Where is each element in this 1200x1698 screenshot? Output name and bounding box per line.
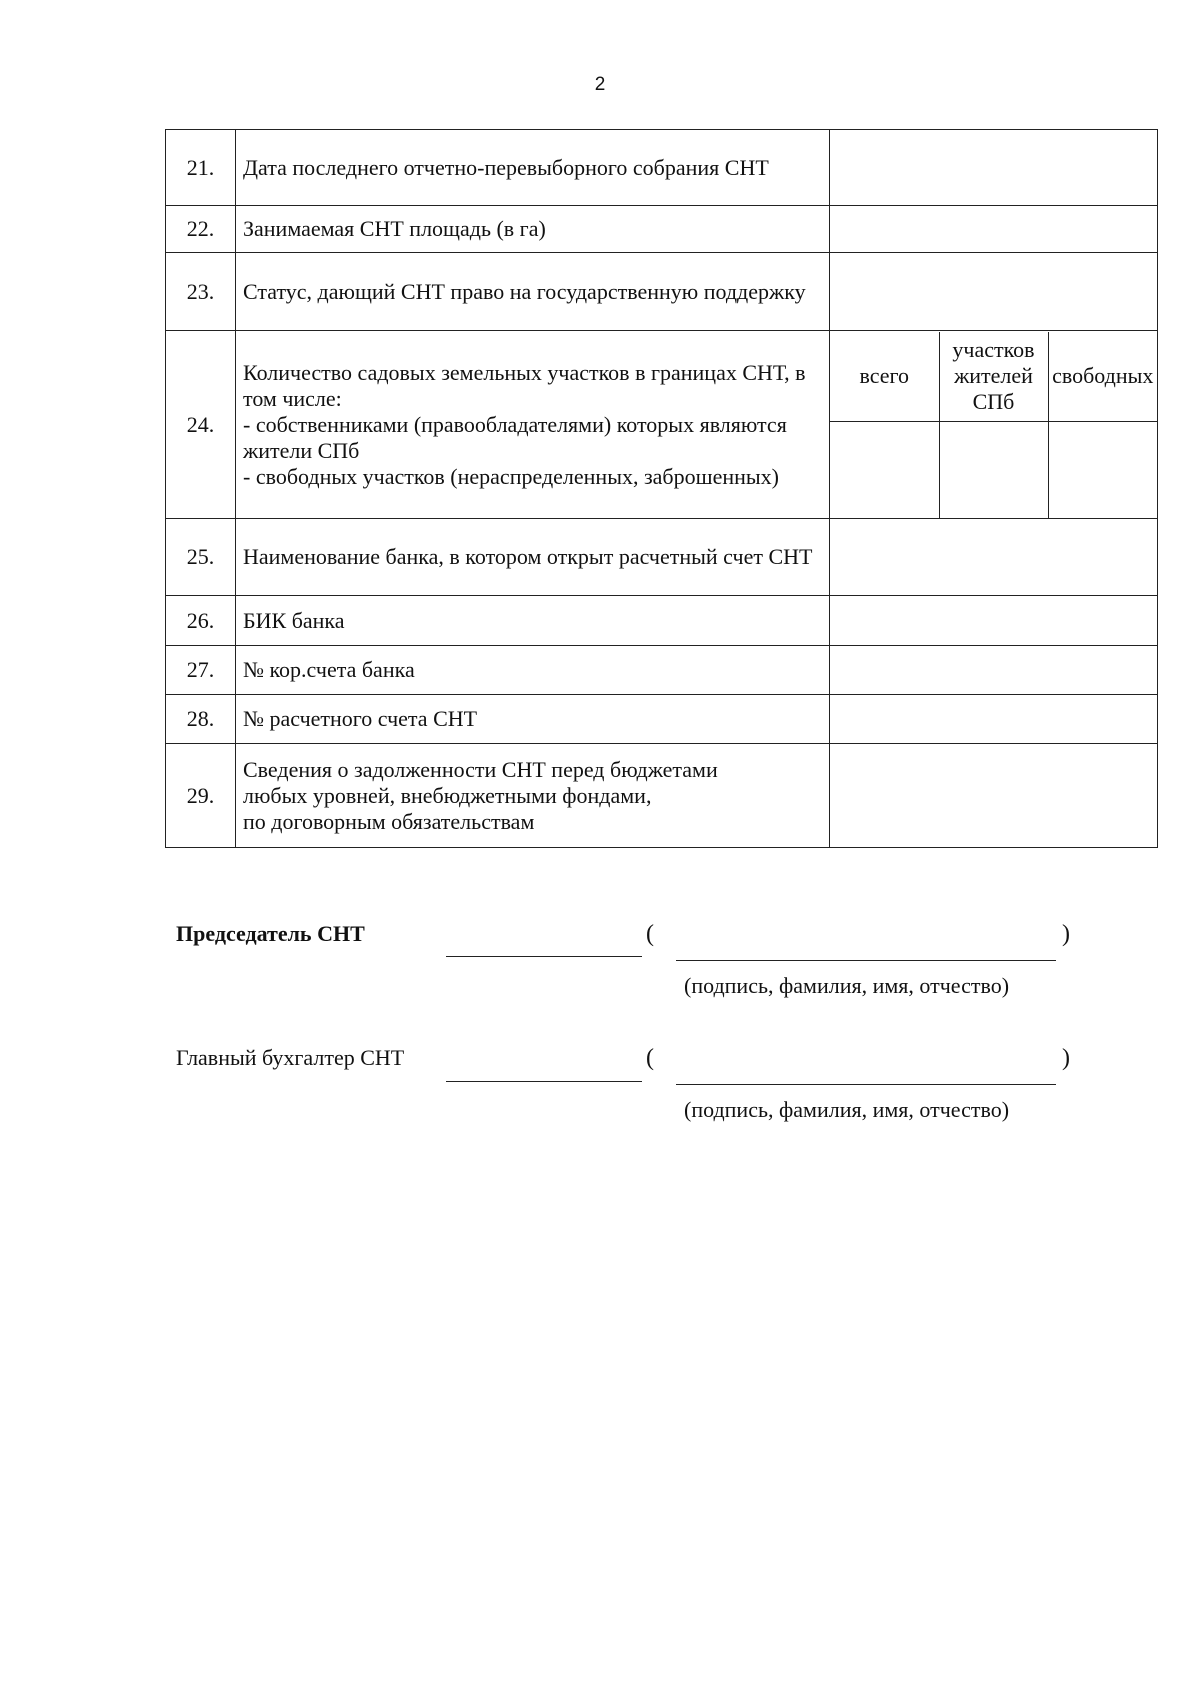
- row-number: 28.: [166, 695, 236, 744]
- value-residents[interactable]: [939, 422, 1048, 518]
- row-label-line: - свободных участков (нераспределенных, заброшенных): [243, 463, 779, 489]
- row-label: № расчетного счета СНТ: [236, 695, 830, 744]
- table-row: [166, 331, 1158, 519]
- value-free[interactable]: [1048, 422, 1157, 518]
- row-number: 26.: [166, 596, 236, 646]
- row-label: [236, 744, 830, 848]
- chairman-close-paren: ): [1062, 921, 1070, 947]
- row-label: Дата последнего отчетно-перевыборного собрания СНТ: [236, 130, 830, 206]
- accountant-open-paren: (: [646, 1045, 654, 1071]
- value-cell[interactable]: [830, 253, 1158, 331]
- row-number: 27.: [166, 646, 236, 695]
- value-cell[interactable]: [830, 519, 1158, 596]
- subheader-residents: участков жителей СПб: [939, 332, 1048, 422]
- row-label: Занимаемая СНТ площадь (в га): [236, 206, 830, 253]
- row-number: 29.: [166, 744, 236, 848]
- accountant-name-line[interactable]: [676, 1084, 1056, 1085]
- accountant-hint: (подпись, фамилия, имя, отчество): [684, 1097, 1010, 1122]
- table-row: [166, 519, 1158, 596]
- row-label: № кор.счета банка: [236, 646, 830, 695]
- chairman-open-paren: (: [646, 921, 654, 947]
- row-number: 23.: [166, 253, 236, 331]
- table-row: [166, 130, 1158, 206]
- table-row: [166, 744, 1158, 848]
- value-cell: [830, 331, 1158, 519]
- table-row: [166, 695, 1158, 744]
- subheader-free: свободных: [1048, 332, 1157, 422]
- page-number: 2: [594, 74, 606, 95]
- subheader-total: всего: [830, 332, 939, 422]
- table-row: [166, 596, 1158, 646]
- row-label-line: по договорным обязательствам: [243, 808, 535, 834]
- table-row: [166, 646, 1158, 695]
- chairman-hint: (подпись, фамилия, имя, отчество): [684, 973, 1010, 998]
- row-label: [236, 331, 830, 519]
- row-label-line: Сведения о задолженности СНТ перед бюджетами: [243, 756, 718, 782]
- value-cell[interactable]: [830, 744, 1158, 848]
- info-table: [165, 129, 1158, 848]
- value-total[interactable]: [830, 422, 939, 518]
- table-row: [166, 206, 1158, 253]
- table-row: [166, 253, 1158, 331]
- chairman-name-line[interactable]: [676, 960, 1056, 961]
- plots-subgrid: [830, 332, 1157, 518]
- value-cell[interactable]: [830, 646, 1158, 695]
- chairman-title: Председатель СНТ: [176, 921, 365, 946]
- value-cell[interactable]: [830, 596, 1158, 646]
- value-cell[interactable]: [830, 130, 1158, 206]
- row-label-line: - собственниками (правообладателями) которых являются жители СПб: [243, 411, 787, 463]
- accountant-close-paren: ): [1062, 1045, 1070, 1071]
- row-label: БИК банка: [236, 596, 830, 646]
- row-label-line: любых уровней, внебюджетными фондами,: [243, 782, 652, 808]
- row-number: 25.: [166, 519, 236, 596]
- accountant-title: Главный бухгалтер СНТ: [176, 1045, 405, 1070]
- accountant-signature-line[interactable]: [446, 1081, 642, 1082]
- value-cell[interactable]: [830, 206, 1158, 253]
- row-number: 21.: [166, 130, 236, 206]
- row-label: Наименование банка, в котором открыт расчетный счет СНТ: [236, 519, 830, 596]
- row-label: Статус, дающий СНТ право на государственную поддержку: [236, 253, 830, 331]
- row-label-line: Количество садовых земельных участков в границах СНТ, в том числе:: [243, 359, 806, 411]
- value-cell[interactable]: [830, 695, 1158, 744]
- chairman-signature-line[interactable]: [446, 956, 642, 957]
- row-number: 22.: [166, 206, 236, 253]
- row-number: 24.: [166, 331, 236, 519]
